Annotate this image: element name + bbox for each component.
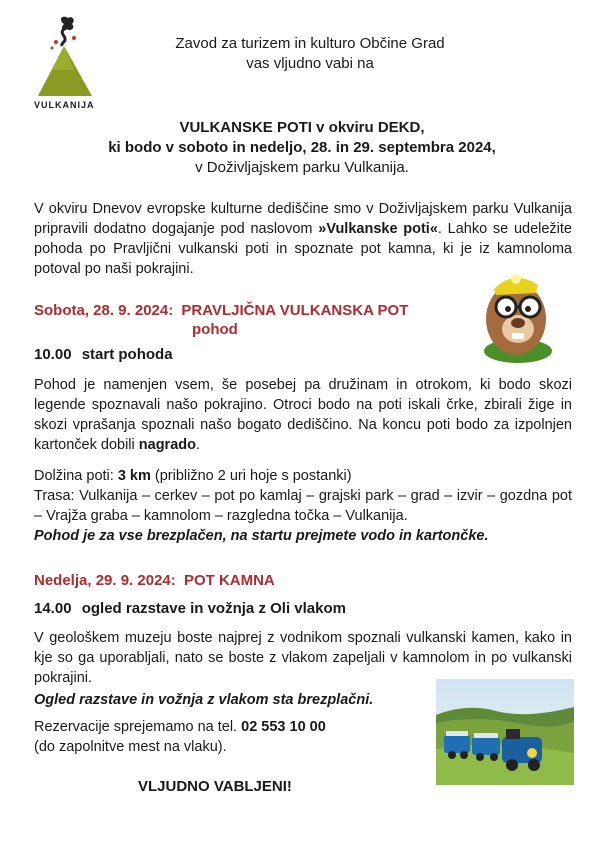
closing-line: VLJUDNO VABLJENI! <box>138 778 292 795</box>
sunday-time-label: ogled razstave in vožnja z Oli vlakom <box>81 600 346 617</box>
event-title <box>30 118 574 178</box>
saturday-route: Trasa: Vulkanija – cerkev – pot po kamlaj – grajski park – grad – izvir – gozdna pot – Vrajža graba – kamnolom – razgledna točka – Vulkanija. <box>34 488 572 524</box>
vulkanija-logo <box>34 16 104 112</box>
sunday-date: Nedelja, 29. 9. 2024: <box>34 572 176 589</box>
intro-paragraph-text-1: V okviru Dnevov evropske kulturne dediščine smo v Doživljajskem parku Vulkanija pripravili dodatno dogajanje pod naslovom <box>34 201 572 237</box>
intro <box>150 34 470 74</box>
length-note: (približno 2 uri hoje s postanki) <box>150 468 352 484</box>
sunday-heading <box>34 572 275 589</box>
tourist-train-photo-icon <box>436 679 574 785</box>
saturday-description-end: . <box>195 437 201 453</box>
intro-paragraph-text-2: . Lahko se udeležite pohoda po Pravljični vulkanski poti in spoznate pot kamna, ki je iz kamnoloma potoval po naši pokrajini. <box>34 221 572 277</box>
saturday-length <box>34 466 572 486</box>
saturday-prize: nagrado <box>138 437 196 453</box>
title-line-3: v Doživljajskem parku Vulkanija. <box>195 159 409 176</box>
reservation-note: (do zapolnitve mest na vlaku). <box>34 739 227 755</box>
reservation-label: Rezervacije sprejemamo na tel. <box>34 719 242 735</box>
saturday-description <box>34 375 572 455</box>
reservation-line <box>34 717 430 737</box>
miner-mascot-icon <box>468 267 568 363</box>
logo-label: VULKANIJA <box>34 100 95 110</box>
saturday-free-note: Pohod je za vse brezplačen, na startu prejmete vodo in kartončke. <box>34 528 489 544</box>
sunday-time: 14.00 <box>34 600 72 617</box>
sunday-details <box>34 690 430 757</box>
sunday-free-note: Ogled razstave in vožnja z vlakom sta brezplačni. <box>34 692 374 708</box>
sunday-time-row <box>34 600 346 617</box>
saturday-event-type: pohod <box>192 321 238 338</box>
title-line-2: ki bodo v soboto in nedeljo, 28. in 29. septembra 2024, <box>108 139 496 156</box>
saturday-event-name: PRAVLJIČNA VULKANSKA POT <box>181 302 409 319</box>
saturday-time-row <box>34 346 173 363</box>
intro-line-1: Zavod za turizem in kulturo Občine Grad <box>175 35 445 52</box>
volcano-logo-icon <box>34 16 104 98</box>
saturday-heading <box>34 301 464 339</box>
saturday-description-text: Pohod je namenjen vsem, še posebej pa družinam in otrokom, ki bodo skozi legende spoznavali našo pokrajino. Otroci bodo na poti iskali črke, zbirali žige in skozi vprašanja spoznali našo bogato dediščino. Na koncu poti bodo za izpolnjen kartonček dobili <box>34 377 572 453</box>
intro-paragraph-highlight: »Vulkanske poti« <box>318 221 438 237</box>
sunday-event-name: POT KAMNA <box>183 572 275 589</box>
title-line-1: VULKANSKE POTI v okviru DEKD, <box>179 119 425 136</box>
length-value: 3 km <box>117 468 151 484</box>
intro-line-2: vas vljudno vabi na <box>246 55 374 72</box>
saturday-time-label: start pohoda <box>81 346 173 363</box>
mascot-image <box>468 267 568 363</box>
reservation-phone: 02 553 10 00 <box>241 719 326 735</box>
length-label: Dolžina poti: <box>34 468 118 484</box>
saturday-time: 10.00 <box>34 346 72 363</box>
train-photo <box>436 679 574 785</box>
saturday-date: Sobota, 28. 9. 2024: <box>34 302 174 319</box>
saturday-details <box>34 466 572 546</box>
sunday-description: V geološkem muzeju boste najprej z vodnikom spoznali vulkanski kamen, kako in kje so ga uporabljali, nato se boste z vlakom zapeljali v kamnolom in po vulkanski pokrajini. <box>34 630 572 686</box>
